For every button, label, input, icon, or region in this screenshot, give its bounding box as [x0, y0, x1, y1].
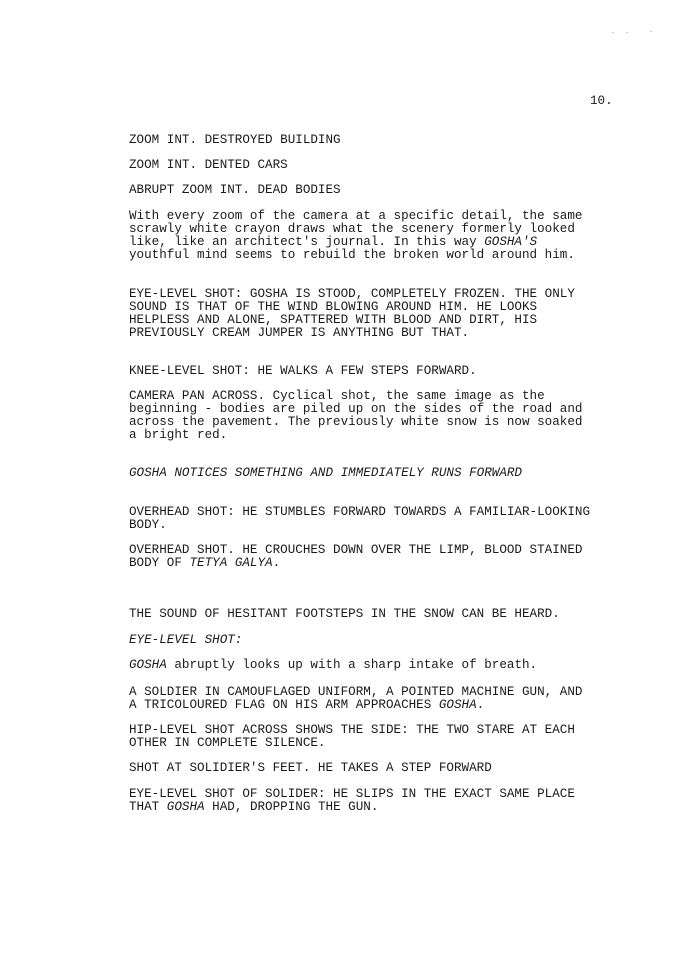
- scan-speck: [626, 32, 628, 33]
- italic-text: EYE-LEVEL SHOT:: [129, 633, 243, 647]
- script-line: [129, 506, 590, 519]
- script-text: A TRICOLOURED FLAG ON HIS ARM APPROACHES: [129, 698, 439, 712]
- script-text: ABRUPT ZOOM INT. DEAD BODIES: [129, 183, 341, 197]
- script-text: scrawly white crayon draws what the scenery formerly looked: [129, 222, 575, 236]
- script-text: BODY.: [129, 518, 167, 532]
- script-text: .: [476, 698, 485, 712]
- script-text: HIP-LEVEL SHOT ACROSS SHOWS THE SIDE: THE TWO STARE AT EACH: [129, 723, 575, 737]
- script-line: [129, 467, 522, 480]
- script-text: HELPLESS AND ALONE, SPATTERED WITH BLOOD AND DIRT, HIS: [129, 313, 538, 327]
- script-text: OTHER IN COMPLETE SILENCE.: [129, 736, 326, 750]
- script-text: PREVIOUSLY CREAM JUMPER IS ANYTHING BUT THAT.: [129, 326, 470, 340]
- script-text: With every zoom of the camera at a specific detail, the same: [129, 209, 583, 223]
- script-text: OVERHEAD SHOT: HE STUMBLES FORWARD TOWARDS A FAMILIAR-LOOKING: [129, 505, 591, 519]
- script-paragraph: [129, 544, 582, 570]
- page-number: 10.: [590, 94, 613, 108]
- script-line: [129, 659, 537, 672]
- script-line: [129, 327, 575, 340]
- script-text: ZOOM INT. DENTED CARS: [129, 158, 288, 172]
- script-line: [129, 519, 590, 532]
- script-line: [129, 365, 477, 378]
- script-paragraph: [129, 506, 590, 532]
- script-text: beginning - bodies are piled up on the sides of the road and: [129, 402, 583, 416]
- scan-speck: [650, 31, 652, 32]
- script-line: [129, 557, 582, 570]
- script-text: BODY OF: [129, 556, 190, 570]
- script-text: A SOLDIER IN CAMOUFLAGED UNIFORM, A POINTED MACHINE GUN, AND: [129, 685, 583, 699]
- script-text: OVERHEAD SHOT. HE CROUCHES DOWN OVER THE LIMP, BLOOD STAINED: [129, 543, 583, 557]
- script-paragraph: [129, 788, 575, 814]
- italic-text: GOSHA: [166, 800, 205, 814]
- script-paragraph: [129, 724, 575, 750]
- italic-text: GOSHA'S: [484, 235, 538, 249]
- italic-text: TETYA GALYA: [189, 556, 273, 570]
- script-text: SHOT AT SOLIDIER'S FEET. HE TAKES A STEP FORWARD: [129, 761, 492, 775]
- script-paragraph: [129, 659, 537, 672]
- italic-text: GOSHA: [129, 658, 167, 672]
- script-text: KNEE-LEVEL SHOT: HE WALKS A FEW STEPS FORWARD.: [129, 364, 477, 378]
- script-line: [129, 762, 492, 775]
- script-text: HAD, DROPPING THE GUN.: [204, 800, 379, 814]
- script-line: [129, 634, 242, 647]
- script-text: EYE-LEVEL SHOT: GOSHA IS STOOD, COMPLETELY FROZEN. THE ONLY: [129, 287, 575, 301]
- script-text: THE SOUND OF HESITANT FOOTSTEPS IN THE SNOW CAN BE HEARD.: [129, 607, 560, 621]
- italic-text: GOSHA NOTICES SOMETHING AND IMMEDIATELY RUNS FORWARD: [129, 466, 522, 480]
- script-text: abruptly looks up with a sharp intake of breath.: [166, 658, 538, 672]
- italic-text: GOSHA: [438, 698, 477, 712]
- script-line: [129, 159, 288, 172]
- script-line: [129, 249, 582, 262]
- script-text: ZOOM INT. DESTROYED BUILDING: [129, 133, 341, 147]
- script-text: a bright red.: [129, 428, 228, 442]
- script-line: [129, 429, 582, 442]
- script-paragraph: [129, 467, 522, 480]
- script-paragraph: [129, 762, 492, 775]
- script-text: youthful mind seems to rebuild the broken world around him.: [129, 248, 575, 262]
- script-text: CAMERA PAN ACROSS. Cyclical shot, the same image as the: [129, 389, 545, 403]
- script-paragraph: [129, 288, 575, 340]
- script-text: SOUND IS THAT OF THE WIND BLOWING AROUND HIM. HE LOOKS: [129, 300, 538, 314]
- script-paragraph: [129, 608, 560, 621]
- script-line: [129, 608, 560, 621]
- script-paragraph: [129, 184, 341, 197]
- script-paragraph: [129, 365, 477, 378]
- script-line: [129, 134, 341, 147]
- script-line: [129, 184, 341, 197]
- script-text: across the pavement. The previously white snow is now soaked: [129, 415, 583, 429]
- script-paragraph: [129, 634, 242, 647]
- script-paragraph: [129, 134, 341, 147]
- script-text: THAT: [129, 800, 167, 814]
- script-paragraph: [129, 686, 582, 712]
- script-text: .: [272, 556, 281, 570]
- script-line: [129, 737, 575, 750]
- script-line: [129, 699, 582, 712]
- script-text: EYE-LEVEL SHOT OF SOLIDER: HE SLIPS IN THE EXACT SAME PLACE: [129, 787, 575, 801]
- script-text: like, like an architect's journal. In this way: [129, 235, 485, 249]
- script-line: [129, 801, 575, 814]
- script-paragraph: [129, 210, 582, 262]
- scan-speck: [612, 32, 614, 33]
- script-paragraph: [129, 390, 582, 442]
- script-paragraph: [129, 159, 288, 172]
